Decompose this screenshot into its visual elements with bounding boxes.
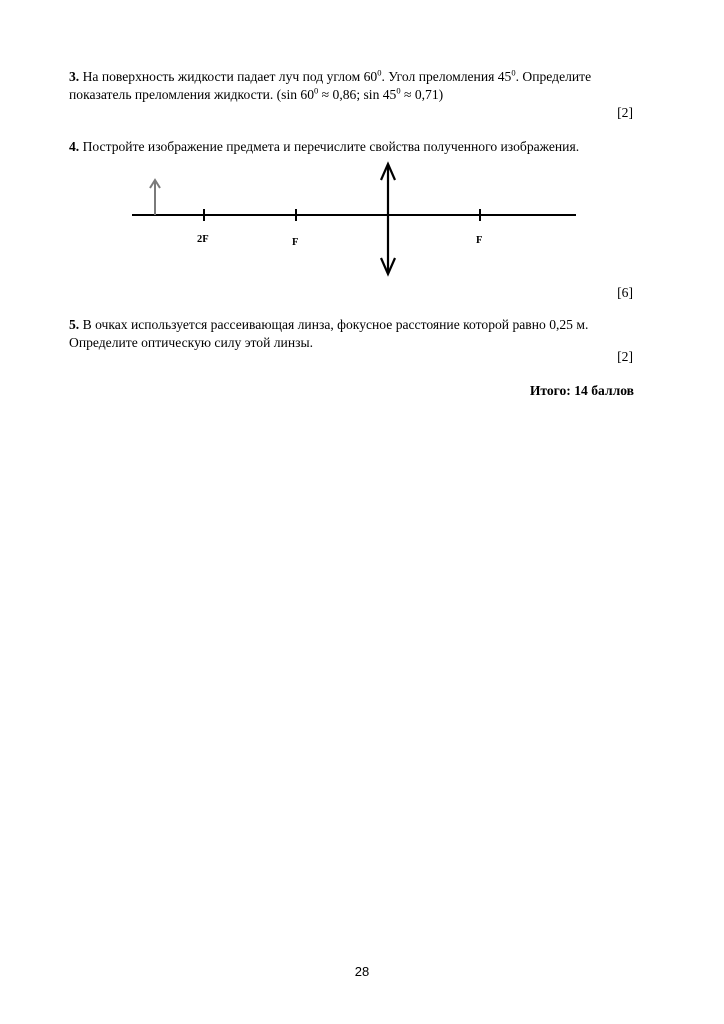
object-arrow-icon xyxy=(150,180,160,215)
task-3-text: ≈ 0,71) xyxy=(400,87,444,102)
degree-sup: 0 xyxy=(396,85,401,96)
task-4-score: [6] xyxy=(617,285,633,300)
label-2f: 2F xyxy=(197,234,209,245)
task-3-text: ≈ 0,86; sin 45 xyxy=(318,87,397,102)
converging-lens-icon xyxy=(381,164,395,274)
task-5 xyxy=(69,316,633,352)
task-4-text: Постройте изображение предмета и перечислите свойства полученного изображения. xyxy=(79,139,580,154)
degree-sup: 0 xyxy=(314,85,319,96)
task-3-text: На поверхность жидкости падает луч под углом 60 xyxy=(79,69,378,84)
task-3-text: показатель преломления жидкости. (sin 60 xyxy=(69,87,315,102)
total-score: Итого: 14 баллов xyxy=(529,383,634,398)
task-3-line-2 xyxy=(69,86,633,104)
task-3-number: 3. xyxy=(69,69,80,84)
page-number: 28 xyxy=(354,964,370,979)
task-5-text-line-2: Определите оптическую силу этой линзы. xyxy=(69,335,314,350)
task-4 xyxy=(69,138,633,156)
degree-sup: 0 xyxy=(511,67,516,78)
label-f-left: F xyxy=(292,237,299,248)
task-3-line-1 xyxy=(69,68,633,86)
degree-sup: 0 xyxy=(377,67,382,78)
lens-diagram xyxy=(128,160,580,282)
task-5-number: 5. xyxy=(69,317,80,332)
task-5-text-line-1: В очках используется рассеивающая линза, фокусное расстояние которой равно 0,25 м. xyxy=(79,317,589,332)
label-f-right: F xyxy=(476,235,483,246)
task-4-number: 4. xyxy=(69,139,80,154)
task-3-text: . Угол преломления 45 xyxy=(381,69,512,84)
task-5-score: [2] xyxy=(617,349,633,364)
task-3 xyxy=(69,68,633,104)
task-3-score: [2] xyxy=(617,105,633,120)
task-3-text: . Определите xyxy=(515,69,592,84)
